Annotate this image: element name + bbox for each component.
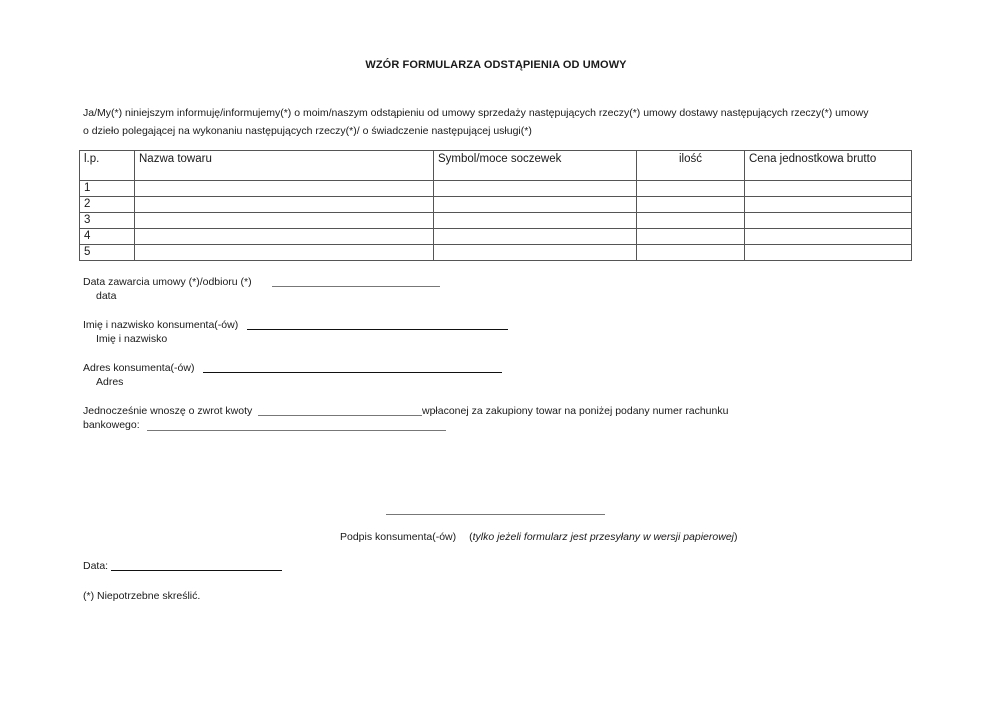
cell-symbol[interactable] — [434, 245, 637, 261]
signature-note-close: ) — [734, 531, 738, 543]
signature-note: tylko jeżeli formularz jest przesyłany w wersji papierowej — [472, 531, 734, 543]
intro-paragraph — [83, 104, 913, 140]
cell-lp: 5 — [80, 245, 135, 261]
cell-lp: 2 — [80, 197, 135, 213]
header-lp: l.p. — [80, 151, 135, 181]
cell-quantity[interactable] — [637, 229, 745, 245]
cell-quantity[interactable] — [637, 213, 745, 229]
bank-account-label: bankowego: — [83, 419, 140, 431]
consumer-address-sublabel: Adres — [96, 376, 124, 388]
cell-lp: 1 — [80, 181, 135, 197]
header-quantity: ilość — [637, 151, 745, 181]
cell-unit-price[interactable] — [745, 229, 912, 245]
table-header-row — [80, 151, 912, 181]
table-row — [80, 181, 912, 197]
consumer-name-line[interactable] — [247, 329, 508, 330]
table-row — [80, 229, 912, 245]
refund-after-text: wpłaconej za zakupiony towar na poniżej podany numer rachunku — [422, 405, 729, 417]
cell-symbol[interactable] — [434, 213, 637, 229]
table-row — [80, 197, 912, 213]
intro-line-1: Ja/My(*) niniejszym informuję/informujemy(*) o moim/naszym odstąpieniu od umowy sprzedaży następujących rzeczy(*) umowy dostawy następujących rzeczy(*) umowy — [83, 107, 869, 119]
contract-date-label: Data zawarcia umowy (*)/odbioru (*) — [83, 276, 252, 288]
signature-label: Podpis konsumenta(-ów) — [340, 531, 457, 543]
contract-date-line[interactable] — [272, 286, 440, 287]
items-table — [79, 150, 912, 261]
consumer-address-label: Adres konsumenta(-ów) — [83, 362, 195, 374]
cell-quantity[interactable] — [637, 181, 745, 197]
date-line[interactable] — [111, 570, 282, 571]
bank-account-line[interactable] — [147, 430, 446, 431]
signature-line[interactable] — [386, 514, 605, 515]
cell-lp: 3 — [80, 213, 135, 229]
cell-unit-price[interactable] — [745, 197, 912, 213]
signature-note-open: ( — [469, 531, 473, 543]
refund-amount-line[interactable] — [258, 415, 422, 416]
cell-unit-price[interactable] — [745, 213, 912, 229]
cell-product-name[interactable] — [135, 229, 434, 245]
contract-date-sublabel: data — [96, 290, 117, 302]
cell-quantity[interactable] — [637, 197, 745, 213]
cell-product-name[interactable] — [135, 181, 434, 197]
header-unit-price: Cena jednostkowa brutto — [745, 151, 912, 181]
cell-product-name[interactable] — [135, 245, 434, 261]
cell-lp: 4 — [80, 229, 135, 245]
cell-product-name[interactable] — [135, 213, 434, 229]
cell-unit-price[interactable] — [745, 181, 912, 197]
consumer-name-sublabel: Imię i nazwisko — [96, 333, 168, 345]
signature-block — [340, 531, 738, 543]
header-product-name: Nazwa towaru — [135, 151, 434, 181]
cell-product-name[interactable] — [135, 197, 434, 213]
cell-unit-price[interactable] — [745, 245, 912, 261]
consumer-name-label: Imię i nazwisko konsumenta(-ów) — [83, 319, 239, 331]
cell-symbol[interactable] — [434, 229, 637, 245]
cell-quantity[interactable] — [637, 245, 745, 261]
footnote: (*) Niepotrzebne skreślić. — [83, 590, 201, 602]
refund-label: Jednocześnie wnoszę o zwrot kwoty — [83, 405, 253, 417]
table-row — [80, 213, 912, 229]
date-label: Data: — [83, 560, 109, 572]
header-symbol: Symbol/moce soczewek — [434, 151, 637, 181]
intro-line-2: o dzieło polegającej na wykonaniu następujących rzeczy(*)/ o świadczenie następującej usługi(*) — [83, 125, 532, 137]
table-row — [80, 245, 912, 261]
form-title: WZÓR FORMULARZA ODSTĄPIENIA OD UMOWY — [365, 59, 627, 71]
consumer-address-line[interactable] — [203, 372, 502, 373]
cell-symbol[interactable] — [434, 197, 637, 213]
cell-symbol[interactable] — [434, 181, 637, 197]
